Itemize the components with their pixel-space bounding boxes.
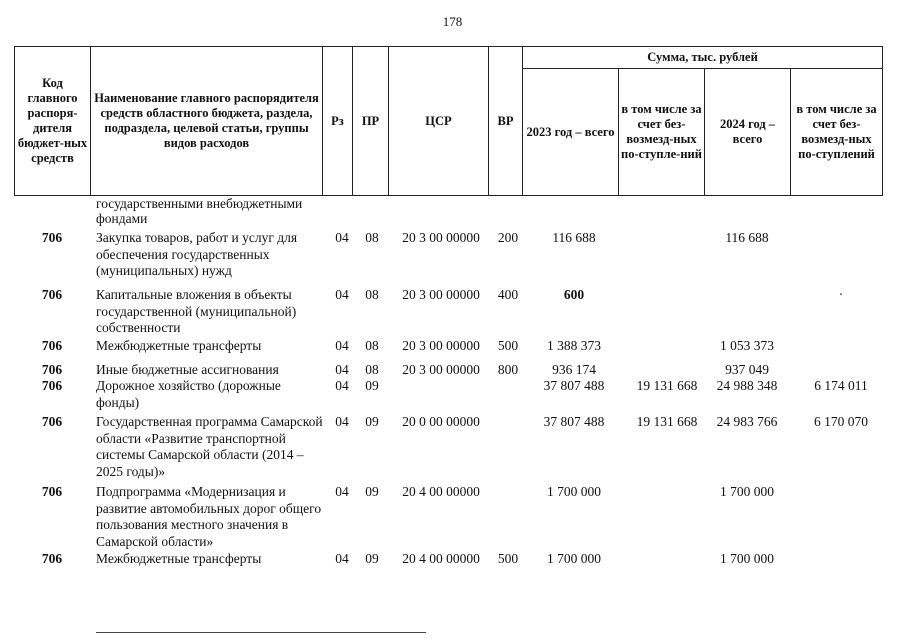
row-pr: 09 bbox=[365, 484, 379, 499]
row-name: Межбюджетные трансферты bbox=[96, 551, 262, 566]
row-vr: 500 bbox=[497, 551, 519, 566]
row-rz: 04 bbox=[335, 378, 349, 393]
row-csr: 20 3 00 00000 bbox=[402, 287, 480, 302]
row-2023-incl: 19 131 668 bbox=[636, 378, 698, 393]
row-code: 706 bbox=[41, 362, 63, 377]
row-pr: 09 bbox=[365, 551, 379, 566]
header-2024-total: 2024 год – всего bbox=[705, 69, 791, 196]
row-csr: 20 3 00 00000 bbox=[402, 362, 480, 377]
bottom-rule bbox=[96, 632, 426, 633]
row-2023-incl: 19 131 668 bbox=[636, 414, 698, 429]
row-code: 706 bbox=[41, 287, 63, 302]
row-2024-total: 1 053 373 bbox=[720, 338, 774, 353]
row-2024-total: 24 983 766 bbox=[716, 414, 778, 429]
row-pr: 09 bbox=[365, 378, 379, 393]
row-2024-total: 24 988 348 bbox=[716, 378, 778, 393]
continuation-text: государственными внебюджетными фондами bbox=[96, 196, 303, 226]
header-rz: Рз bbox=[323, 47, 353, 196]
row-name: Дорожное хозяйство (дорожные фонды) bbox=[96, 378, 281, 410]
row-vr: 500 bbox=[497, 338, 519, 353]
row-name: Закупка товаров, работ и услуг для обеспечения государственных (муниципальных) нужд bbox=[96, 230, 298, 278]
row-csr: 20 3 00 00000 bbox=[402, 230, 480, 245]
row-vr: 200 bbox=[497, 230, 519, 245]
row-2024-total: 1 700 000 bbox=[720, 484, 774, 499]
row-csr: 20 4 00 00000 bbox=[402, 484, 480, 499]
page-number: 178 bbox=[442, 14, 463, 29]
row-2023-total: 37 807 488 bbox=[543, 414, 605, 429]
row-code: 706 bbox=[41, 338, 63, 353]
row-rz: 04 bbox=[335, 230, 349, 245]
row-2024-total: 937 049 bbox=[725, 362, 769, 377]
header-vr: ВР bbox=[489, 47, 523, 196]
row-csr: 20 4 00 00000 bbox=[402, 551, 480, 566]
row-pr: 08 bbox=[365, 287, 379, 302]
row-rz: 04 bbox=[335, 484, 349, 499]
row-rz: 04 bbox=[335, 362, 349, 377]
header-pr: ПР bbox=[353, 47, 389, 196]
row-rz: 04 bbox=[335, 414, 349, 429]
table-header bbox=[14, 46, 883, 196]
row-name: Капитальные вложения в объекты государственной (муниципальной) собственности bbox=[96, 287, 297, 335]
row-pr: 08 bbox=[365, 362, 379, 377]
row-name: Иные бюджетные ассигнования bbox=[96, 362, 279, 377]
header-code: Код главного распоря-дителя бюджет-ных средств bbox=[15, 47, 91, 196]
row-name: Межбюджетные трансферты bbox=[96, 338, 262, 353]
row-2023-total: 1 388 373 bbox=[547, 338, 601, 353]
row-rz: 04 bbox=[335, 287, 349, 302]
header-csr: ЦСР bbox=[389, 47, 489, 196]
header-2023-incl: в том числе за счет без-возмезд-ных по-ступле-ний bbox=[619, 69, 705, 196]
row-rz: 04 bbox=[335, 338, 349, 353]
row-2023-total: 116 688 bbox=[552, 230, 596, 245]
row-2023-total: 936 174 bbox=[552, 362, 596, 377]
row-code: 706 bbox=[41, 378, 63, 393]
row-name: Подпрограмма «Модернизация и развитие автомобильных дорог общего пользования местного значения в Самарской области» bbox=[96, 484, 322, 549]
header-name: Наименование главного распорядителя средств областного бюджета, раздела, подраздела, целевой статьи, группы видов расходов bbox=[91, 47, 323, 196]
row-2023-total: 1 700 000 bbox=[547, 484, 601, 499]
row-2024-incl: 6 174 011 bbox=[814, 378, 868, 393]
row-2024-total: 116 688 bbox=[725, 230, 769, 245]
row-code: 706 bbox=[41, 230, 63, 245]
row-pr: 08 bbox=[365, 230, 379, 245]
row-2023-total: 1 700 000 bbox=[547, 551, 601, 566]
row-2023-total: 37 807 488 bbox=[543, 378, 605, 393]
row-vr: 400 bbox=[497, 287, 519, 302]
header-2023-total: 2023 год – всего bbox=[523, 69, 619, 196]
row-csr: 20 0 00 00000 bbox=[402, 414, 480, 429]
row-code: 706 bbox=[41, 551, 63, 566]
row-vr: 800 bbox=[497, 362, 519, 377]
row-2023-total: 600 bbox=[563, 287, 585, 302]
row-name: Государственная программа Самарской области «Развитие транспортной системы Самарской области (2014 – 2025 годы)» bbox=[96, 414, 323, 479]
row-2024-incl: · bbox=[838, 287, 844, 302]
row-pr: 08 bbox=[365, 338, 379, 353]
row-code: 706 bbox=[41, 414, 63, 429]
row-rz: 04 bbox=[335, 551, 349, 566]
header-sum: Сумма, тыс. рублей bbox=[523, 47, 883, 69]
row-csr: 20 3 00 00000 bbox=[402, 338, 480, 353]
row-pr: 09 bbox=[365, 414, 379, 429]
row-2024-total: 1 700 000 bbox=[720, 551, 774, 566]
header-2024-incl: в том числе за счет без-возмезд-ных по-ступлений bbox=[791, 69, 883, 196]
row-2024-incl: 6 170 070 bbox=[814, 414, 868, 429]
row-code: 706 bbox=[41, 484, 63, 499]
